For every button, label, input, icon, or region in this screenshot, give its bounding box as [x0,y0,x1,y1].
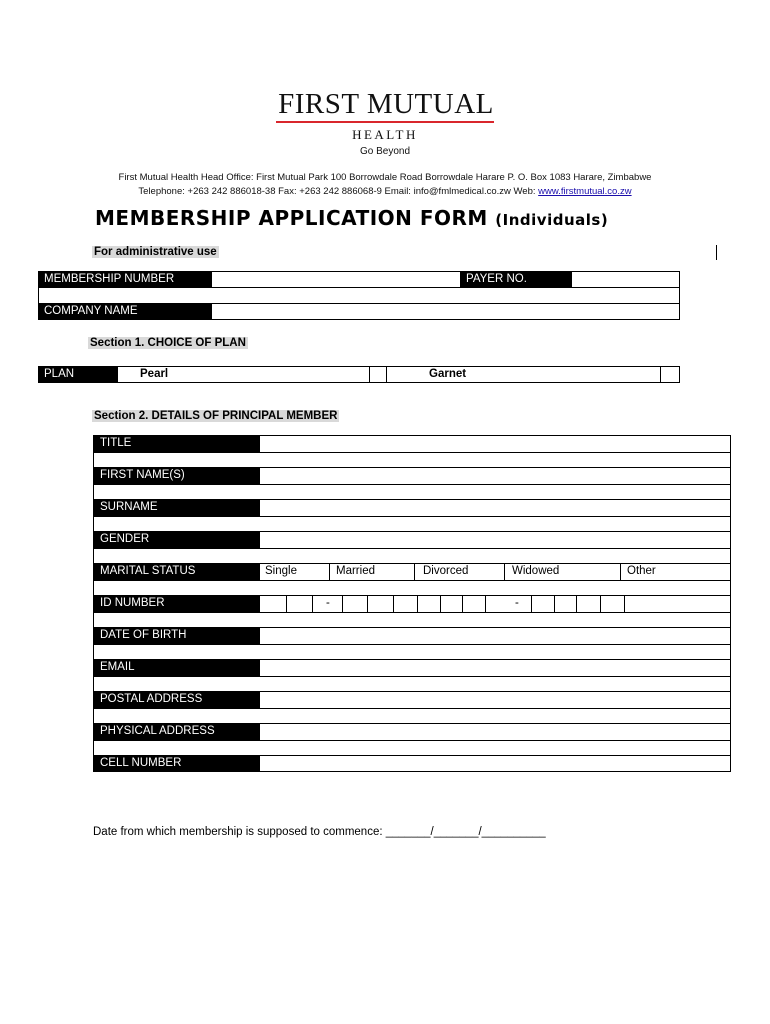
row-divider [93,708,731,709]
company-logo: FIRST MUTUAL [278,88,494,120]
gender-label: GENDER [94,532,259,548]
company-name-label: COMPANY NAME [38,304,212,319]
section2-heading: Section 2. DETAILS OF PRINCIPAL MEMBER [94,410,338,422]
section1-heading: Section 1. CHOICE OF PLAN [90,337,246,349]
row-divider [38,287,680,288]
cell-divider [386,366,387,383]
cell-divider [259,563,260,580]
address-line-2 [40,186,730,197]
logo-subtitle: HEALTH [352,127,418,142]
payer-no-field[interactable] [573,272,679,287]
surname-label: SURNAME [94,500,259,516]
id-number-field[interactable] [260,596,730,612]
logo-tagline: Go Beyond [359,146,411,157]
gender-field[interactable] [260,532,730,548]
plan-option-pearl: Pearl [140,368,169,380]
company-name-field[interactable] [213,304,679,319]
row-divider [93,644,731,645]
marital-option-other[interactable]: Other [627,565,656,577]
row-divider [93,740,731,741]
payer-no-label: PAYER NO. [460,272,572,287]
cell-divider [620,563,621,580]
membership-number-field[interactable] [213,272,460,287]
physical-address-field[interactable] [260,724,730,740]
postal-address-label: POSTAL ADDRESS [94,692,259,708]
first-names-label: FIRST NAME(S) [94,468,259,484]
id-separator: - [515,597,519,609]
id-number-label: ID NUMBER [94,596,259,612]
title-field[interactable] [260,436,730,452]
logo-underline [276,121,494,123]
marital-option-married[interactable]: Married [336,565,375,577]
marital-option-divorced[interactable]: Divorced [423,565,469,577]
contact-details: Telephone: +263 242 886018-38 Fax: +263 242 886068-9 Email: info@fmlmedical.co.zw Web: [138,186,539,197]
surname-field[interactable] [260,500,730,516]
marital-status-label: MARITAL STATUS [94,564,259,580]
cell-divider [504,563,505,580]
plan-table [38,366,680,383]
row-divider [93,452,731,453]
email-label: EMAIL [94,660,259,676]
form-title [95,206,608,230]
title-label: TITLE [94,436,259,452]
garnet-checkbox[interactable] [661,367,679,382]
dob-field[interactable] [260,628,730,644]
email-field[interactable] [260,660,730,676]
form-title-main: MEMBERSHIP APPLICATION FORM [95,206,488,230]
row-divider [93,612,731,613]
cell-divider [329,563,330,580]
marital-option-single[interactable]: Single [265,565,297,577]
membership-number-label: MEMBERSHIP NUMBER [38,272,212,287]
cell-number-label: CELL NUMBER [94,756,259,772]
commencement-date-label: Date from which membership is supposed to commence: [93,826,383,838]
commencement-date-field[interactable]: _______/_______/__________ [382,826,546,838]
address-line-1: First Mutual Health Head Office: First Mutual Park 100 Borrowdale Road Borrowdale Harare P. O. Box 1083 Harare, Zimbabwe [118,172,652,183]
id-separator: - [326,597,330,609]
dob-label: DATE OF BIRTH [94,628,259,644]
postal-address-field[interactable] [260,692,730,708]
physical-address-label: PHYSICAL ADDRESS [94,724,259,740]
row-divider [93,548,731,549]
plan-label: PLAN [38,367,118,382]
cell-number-field[interactable] [260,756,730,772]
commencement-date-line [93,826,546,838]
form-title-suffix: (Individuals) [495,211,609,229]
first-names-field[interactable] [260,468,730,484]
row-divider [93,516,731,517]
row-divider [93,676,731,677]
row-divider [93,484,731,485]
row-divider [93,580,731,581]
text-cursor [716,245,717,260]
cell-divider [414,563,415,580]
admin-heading: For administrative use [94,246,217,258]
marital-option-widowed[interactable]: Widowed [512,565,560,577]
plan-option-garnet: Garnet [429,368,467,380]
pearl-checkbox[interactable] [370,367,386,382]
website-link[interactable]: www.firstmutual.co.zw [538,186,632,197]
